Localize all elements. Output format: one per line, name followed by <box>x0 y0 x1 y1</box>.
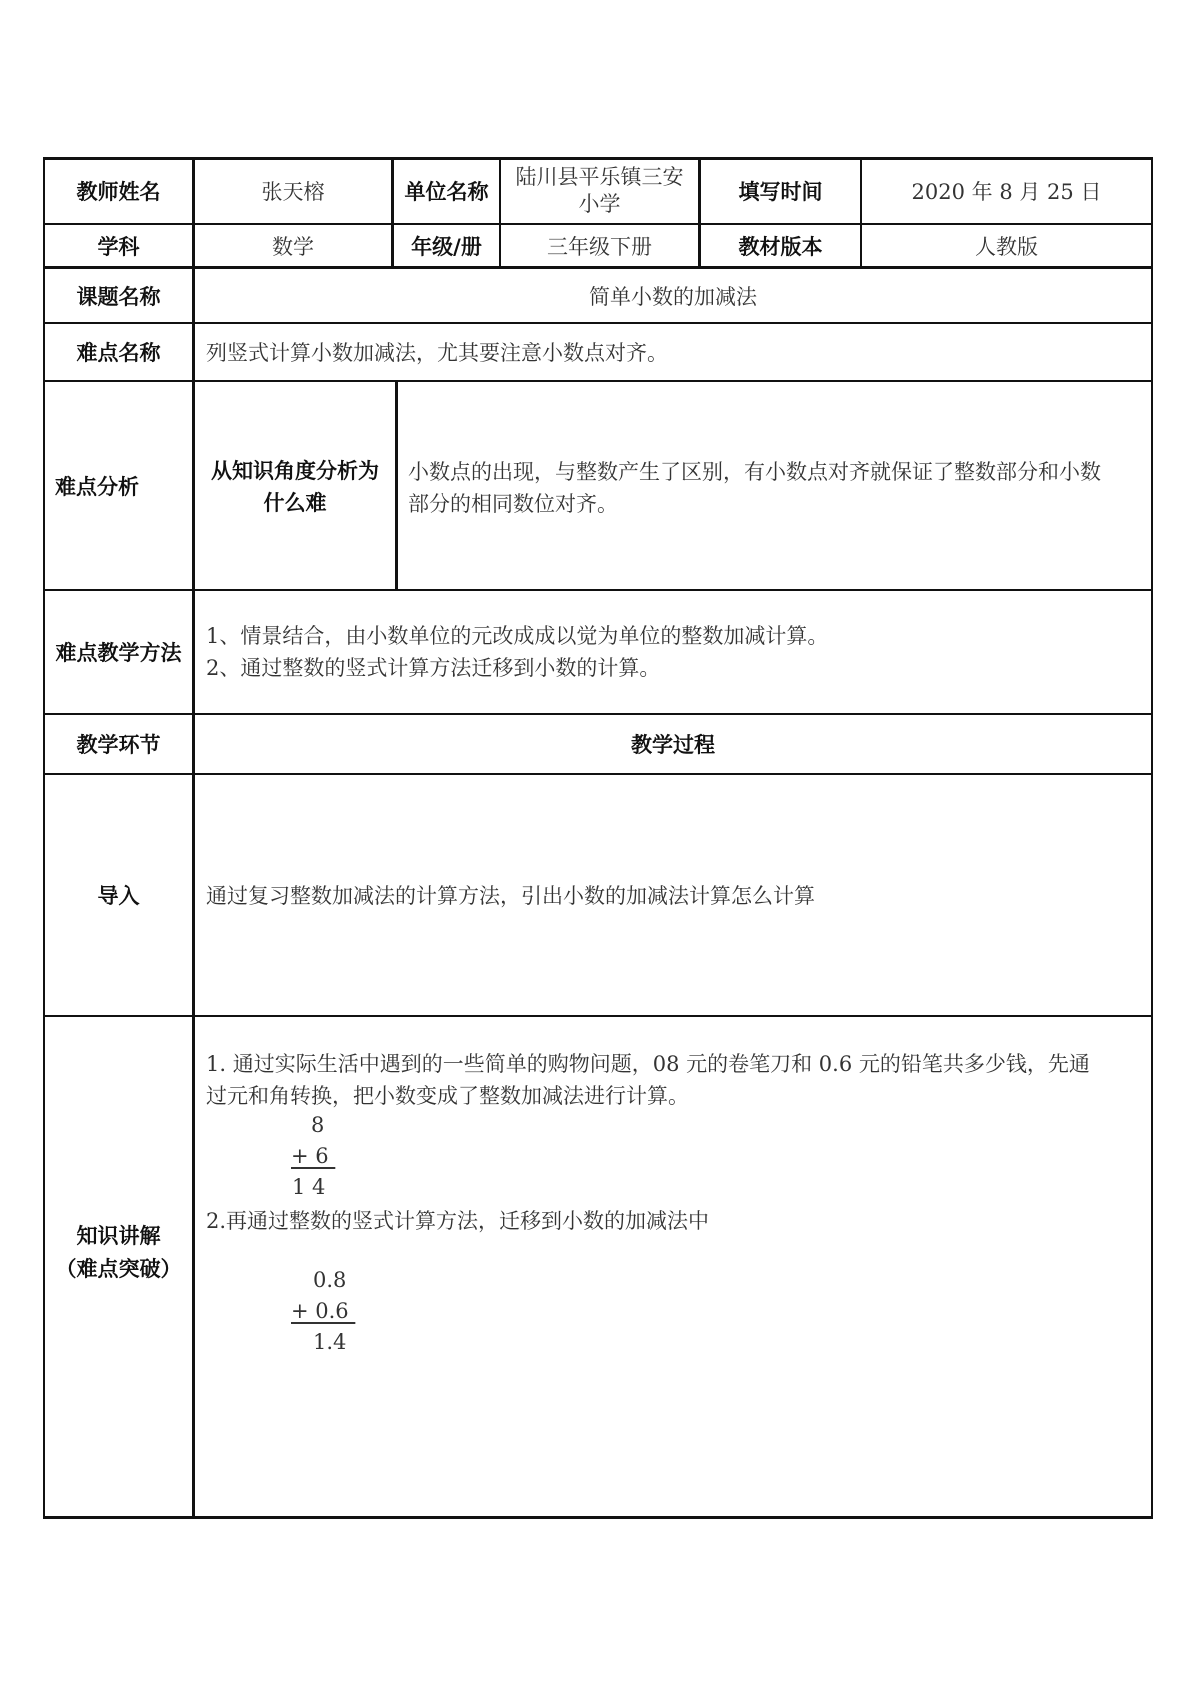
knowledge-label-line1: 知识讲解 <box>76 1224 161 1248</box>
method-label: 难点教学方法 <box>55 641 182 665</box>
difficulty-label: 难点名称 <box>76 341 161 365</box>
unit-name-line2: 小学 <box>578 192 621 216</box>
calc1-addend: + 6 <box>291 1144 336 1168</box>
grade-value: 三年级下册 <box>547 234 652 259</box>
knowledge-p1-line2: 过元和角转换，把小数变成了整数加减法进行计算。 <box>206 1084 689 1108</box>
fill-date-value: 2020 年 8 月 25 日 <box>911 180 1102 204</box>
table-border-right <box>1151 157 1153 1519</box>
textbook-label: 教材版本 <box>738 234 823 259</box>
analysis-text-line2: 部分的相同数位对齐。 <box>408 492 618 516</box>
teacher-name-value: 张天榕 <box>261 180 325 204</box>
unit-name-value <box>501 159 698 223</box>
knowledge-p1-line1: 1. 通过实际生活中遇到的一些简单的购物问题，08 元的卷笔刀和 0.6 元的铅笔共多少钱，先通 <box>206 1052 1090 1076</box>
grade-label: 年级/册 <box>411 234 482 259</box>
unit-name-line1: 陆川县平乐镇三安 <box>515 165 684 189</box>
fill-date-label: 填写时间 <box>738 180 823 204</box>
table-rule <box>43 1015 1153 1017</box>
table-col-rule <box>192 157 195 1519</box>
intro-label: 导入 <box>97 884 140 908</box>
table-rule <box>43 589 1153 591</box>
textbook-value: 人教版 <box>975 234 1038 259</box>
difficulty-value: 列竖式计算小数加减法，尤其要注意小数点对齐。 <box>206 341 668 365</box>
table-border-bottom <box>43 1516 1153 1519</box>
subject-label: 学科 <box>97 234 140 259</box>
method-text <box>206 620 1146 684</box>
knowledge-label-line2: （难点突破） <box>55 1257 182 1281</box>
method-item-1: 1、情景结合，由小数单位的元改成成以觉为单位的整数加减计算。 <box>206 624 829 648</box>
knowledge-label <box>45 1220 192 1286</box>
calc1-top: 8 <box>311 1113 325 1137</box>
table-col-rule <box>395 381 398 590</box>
calc2-addend: + 0.6 <box>291 1299 356 1323</box>
knowledge-paragraph-1 <box>206 1048 1151 1112</box>
analysis-text <box>408 456 1148 520</box>
table-rule <box>43 380 1153 382</box>
calc1-result: 1 4 <box>292 1175 326 1199</box>
analysis-sub-label-line1: 从知识角度分析为 <box>211 459 379 483</box>
subject-value: 数学 <box>272 234 314 259</box>
analysis-label: 难点分析 <box>55 474 139 499</box>
unit-name-label: 单位名称 <box>404 180 489 204</box>
analysis-text-line1: 小数点的出现，与整数产生了区别，有小数点对齐就保证了整数部分和小数 <box>408 460 1101 484</box>
topic-value: 简单小数的加减法 <box>589 284 757 309</box>
knowledge-paragraph-2: 2.再通过整数的竖式计算方法，迁移到小数的加减法中 <box>206 1209 710 1233</box>
topic-label: 课题名称 <box>76 284 161 309</box>
teacher-name-label: 教师姓名 <box>76 180 161 204</box>
intro-text: 通过复习整数加减法的计算方法，引出小数的加减法计算怎么计算 <box>206 884 815 908</box>
teaching-process-header: 教学过程 <box>631 733 715 757</box>
calc2-result: 1.4 <box>313 1330 347 1354</box>
teaching-stage-header: 教学环节 <box>76 733 161 757</box>
method-item-2: 2、通过整数的竖式计算方法迁移到小数的计算。 <box>206 656 661 680</box>
analysis-sub-label <box>195 455 395 519</box>
analysis-sub-label-line2: 什么难 <box>263 491 327 515</box>
calc2-top: 0.8 <box>313 1268 347 1292</box>
